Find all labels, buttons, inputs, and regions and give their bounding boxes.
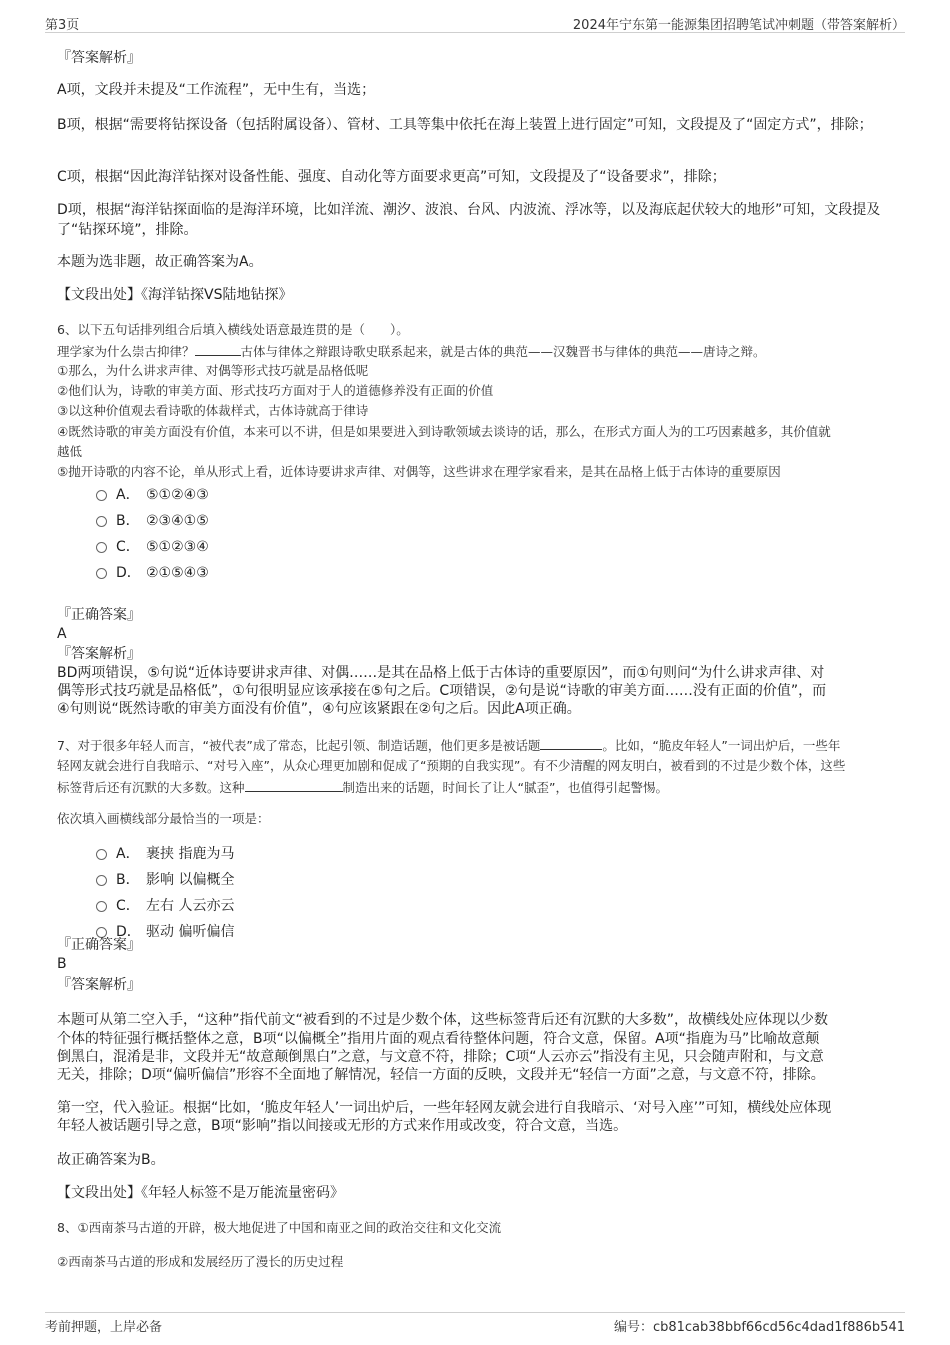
document-id: 编号：cb81cab38bbf66cd56c4dad1f886b541 — [613, 1320, 905, 1335]
q7-para-2: 轻网友就会进行自我暗示、“对号入座”，从众心理更加剧和促成了“预期的自我实现”。有不少清醒的网友明白，被看到的不过是少数个体，这些 — [57, 758, 846, 773]
radio-icon[interactable] — [96, 542, 107, 553]
q5-jiexi-d: D项，根据“海洋钻探面临的是海洋环境，比如洋流、潮汐、波浪、台风、内波流、浮冰等，以及海底起伏较大的地形”可知，文段提及了“钻探环境”，排除。 — [57, 202, 881, 238]
radio-icon[interactable] — [96, 875, 107, 886]
q7-jiexi-1d: 无关，排除；D项“偏听偏信”形容不全面地了解情况，轻信一方面的反映，文段并无“轻信一方面”之意，与文意不符，排除。 — [57, 1067, 825, 1083]
footer-slogan: 考前押题，上岸必备 — [45, 1320, 163, 1335]
radio-icon[interactable] — [96, 901, 107, 912]
q8-sentence-2: ②西南茶马古道的形成和发展经历了漫长的历史过程 — [57, 1254, 344, 1269]
q6-option-d[interactable]: D． ②①⑤④③ — [96, 563, 209, 583]
page-number: 第3页 — [45, 18, 80, 33]
radio-icon[interactable] — [96, 568, 107, 579]
q7-answer-label: 『正确答案』 — [57, 937, 141, 953]
q5-conclusion: 本题为选非题，故正确答案为A。 — [57, 254, 263, 270]
radio-icon[interactable] — [96, 516, 107, 527]
q6-sentence-1: ①那么，为什么讲求声律、对偶等形式技巧就是品格低呢 — [57, 363, 369, 378]
q6-sentence-4a: ④既然诗歌的审美方面没有价值，本来可以不讲，但是如果要进入到诗歌领域去谈诗的话，那么，在形式方面人为的工巧因素越多，其价值就 — [57, 424, 831, 439]
page-footer — [45, 1312, 905, 1335]
q5-jiexi-label: 『答案解析』 — [57, 50, 141, 66]
q7-para-1: 7、对于很多年轻人而言，“被代表”成了常态，比起引领、制造话题，他们更多是被话题 。比如，“脆皮年轻人”一词出炉后，一些年 — [57, 735, 887, 756]
q6-intro — [57, 341, 887, 362]
q7-option-d[interactable]: D． 驱动 偏听偏信 — [96, 922, 234, 942]
q6-jiexi-label: 『答案解析』 — [57, 646, 141, 662]
q6-jiexi-2: 偶等形式技巧就是品格低”，①句很明显应该承接在⑤句之后。C项错误，②句是说“诗歌的审美方面……没有正面的价值”，而 — [57, 683, 827, 699]
q7-blank-1 — [540, 735, 602, 750]
q6-intro-b: 古体与律体之辩跟诗歌史联系起来，就是古体的典范——汉魏晋书与律体的典范——唐诗之辩。 — [240, 344, 766, 359]
page-header — [45, 14, 905, 33]
q7-jiexi-1a: 本题可从第二空入手，“这种”指代前文“被看到的不过是少数个体，这些标签背后还有沉默的大多数”，故横线处应体现以少数 — [57, 1012, 829, 1028]
q6-sentence-5: ⑤抛开诗歌的内容不论，单从形式上看，近体诗要讲求声律、对偶等，这些讲求在理学家看来，是其在品格上低于古体诗的重要原因 — [57, 464, 781, 479]
radio-icon[interactable] — [96, 490, 107, 501]
q6-jiexi-1: BD两项错误，⑤句说“近体诗要讲求声律、对偶……是其在品格上低于古体诗的重要原因”，而①句则问“为什么讲求声律、对 — [57, 665, 825, 681]
q6-sentence-4b: 越低 — [57, 444, 83, 459]
q7-option-a[interactable]: A． 裹挟 指鹿为马 — [96, 844, 234, 864]
q7-conclusion: 故正确答案为B。 — [57, 1152, 165, 1168]
q5-jiexi-c: C项，根据“因此海洋钻探对设备性能、强度、自动化等方面要求更高”可知，文段提及了“设备要求”，排除； — [57, 169, 726, 185]
radio-icon[interactable] — [96, 849, 107, 860]
q5-jiexi-a: A项，文段并未提及“工作流程”，无中生有，当选； — [57, 82, 376, 98]
q8-sentence-1: 8、①西南茶马古道的开辟，极大地促进了中国和南亚之间的政治交往和文化交流 — [57, 1220, 502, 1235]
q7-option-b[interactable]: B． 影响 以偏概全 — [96, 870, 234, 890]
q7-option-c[interactable]: C． 左右 人云亦云 — [96, 896, 234, 916]
q7-jiexi-label: 『答案解析』 — [57, 977, 141, 993]
document-title: 2024年宁东第一能源集团招聘笔试冲刺题（带答案解析） — [572, 18, 905, 33]
q6-answer: A — [57, 626, 67, 642]
q7-source: 【文段出处】《年轻人标签不是万能流量密码》 — [57, 1185, 344, 1201]
q5-source: 【文段出处】《海洋钻探VS陆地钻探》 — [57, 287, 293, 303]
q7-answer: B — [57, 956, 67, 972]
q5-jiexi-b: B项，根据“需要将钻探设备（包括附属设备）、管材、工具等集中依托在海上装置上进行固定”可知，文段提及了“固定方式”，排除； — [57, 117, 873, 133]
q6-option-c[interactable]: C． ⑤①②③④ — [96, 537, 209, 557]
q7-jiexi-1c: 倒黑白，混淆是非，文段并无“故意颠倒黑白”之意，与文意不符，排除；C项“人云亦云”指没有主见，只会随声附和，与文意 — [57, 1049, 824, 1065]
q7-jiexi-2a: 第一空，代入验证。根据“比如，‘脆皮年轻人’一词出炉后，一些年轻网友就会进行自我暗示、‘对号入座’”可知，横线处应体现 — [57, 1100, 832, 1116]
q6-intro-a: 理学家为什么崇古抑律？ — [57, 344, 195, 359]
q6-option-a[interactable]: A． ⑤①②④③ — [96, 485, 209, 505]
q6-sentence-2: ②他们认为，诗歌的审美方面、形式技巧方面对于人的道德修养没有正面的价值 — [57, 383, 494, 398]
q7-blank-2 — [245, 777, 343, 792]
q6-blank — [195, 341, 241, 356]
q7-jiexi-1b: 个体的特征强行概括整体之意，B项“以偏概全”指用片面的观点看待整体问题，符合文意，保留。A项“指鹿为马”比喻故意颠 — [57, 1031, 820, 1047]
q7-para-3: 标签背后还有沉默的大多数。这种 制造出来的话题，时间长了让人“腻歪”，也值得引起警惕。 — [57, 777, 887, 798]
q6-sentence-3: ③以这种价值观去看诗歌的体裁样式，古体诗就高于律诗 — [57, 403, 369, 418]
q6-jiexi-3: ④句则说“既然诗歌的审美方面没有价值”，④句应该紧跟在②句之后。因此A项正确。 — [57, 701, 581, 717]
q6-option-b[interactable]: B． ②③④①⑤ — [96, 511, 209, 531]
q6-stem: 6、以下五句话排列组合后填入横线处语意最连贯的是（ ）。 — [57, 322, 409, 337]
q6-answer-label: 『正确答案』 — [57, 607, 141, 623]
q7-jiexi-2b: 年轻人被话题引导之意，B项“影响”指以间接或无形的方式来作用或改变，符合文意，当选。 — [57, 1118, 628, 1134]
q7-ask: 依次填入画横线部分最恰当的一项是： — [57, 811, 270, 826]
